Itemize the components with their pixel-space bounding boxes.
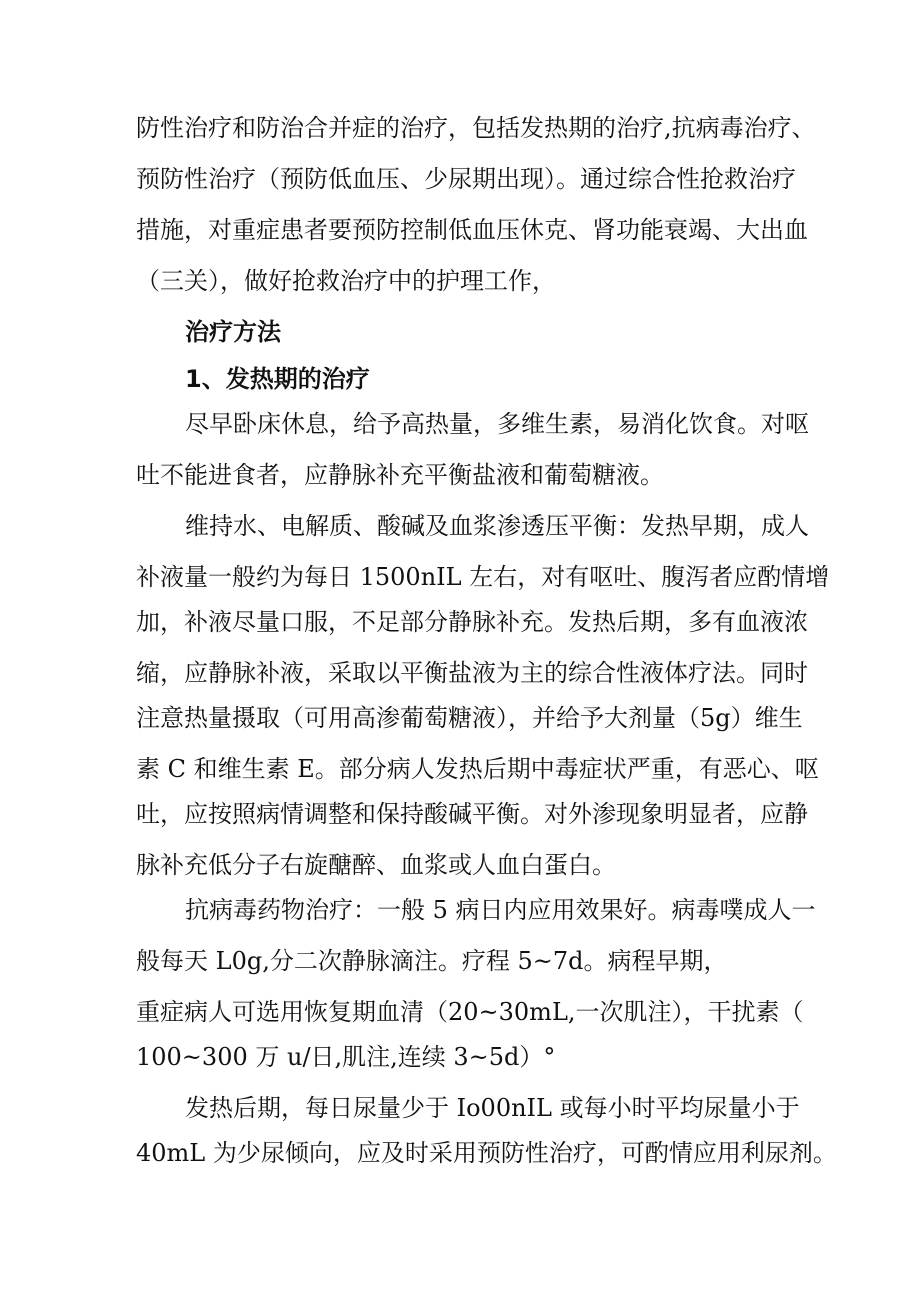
paragraph-line: 100~300 万 u/日,肌注,连续 3~5d）° bbox=[136, 1043, 556, 1071]
paragraph-line: 吐不能进食者，应静脉补充平衡盐液和葡萄糖液。 bbox=[136, 461, 664, 489]
paragraph-line: （三关），做好抢救治疗中的护理工作， bbox=[136, 267, 556, 295]
paragraph-line: 般每天 L0g,分二次静脉滴注。疗程 5~7d。病程早期， bbox=[136, 947, 728, 975]
paragraph-line: 发热后期，每日尿量少于 Io00nIL 或每小时平均尿量小于 bbox=[185, 1094, 800, 1122]
paragraph-line: 重症病人可选用恢复期血清（20~30mL,一次肌注），干扰素（ bbox=[136, 998, 804, 1026]
paragraph-line: 缩，应静脉补液，采取以平衡盐液为主的综合性液体疗法。同时 bbox=[136, 659, 808, 687]
paragraph-line: 40mL 为少尿倾向，应及时采用预防性治疗，可酌情应用利尿剂。 bbox=[136, 1139, 837, 1167]
paragraph-line: 注意热量摄取（可用高渗葡萄糖液），并给予大剂量（5g）维生 bbox=[136, 704, 803, 732]
paragraph-line: 吐，应按照病情调整和保持酸碱平衡。对外渗现象明显者，应静 bbox=[136, 800, 808, 828]
paragraph-line: 加，补液尽量口服，不足部分静脉补充。发热后期，多有血液浓 bbox=[136, 608, 808, 636]
paragraph-line: 脉补充低分子右旋醣醉、血浆或人血白蛋白。 bbox=[136, 851, 616, 879]
paragraph-line: 补液量一般约为每日 1500nIL 左右，对有呕吐、腹泻者应酌情增 bbox=[136, 563, 830, 591]
paragraph-line: 维持水、电解质、酸碱及血浆渗透压平衡：发热早期，成人 bbox=[185, 512, 809, 540]
paragraph-line: 尽早卧床休息，给予高热量，多维生素，易消化饮食。对呕 bbox=[185, 410, 809, 438]
paragraph-line: 防性治疗和防治合并症的治疗，包括发热期的治疗,抗病毒治疗、 bbox=[136, 114, 816, 142]
paragraph-line: 预防性治疗（预防低血压、少尿期出现）。通过综合性抢救治疗 bbox=[136, 165, 796, 193]
paragraph-line: 素 C 和维生素 E。部分病人发热后期中毒症状严重，有恶心、呕 bbox=[136, 755, 819, 783]
paragraph-line: 抗病毒药物治疗：一般 5 病日内应用效果好。病毒噗成人一 bbox=[185, 896, 816, 924]
paragraph-line: 措施，对重症患者要预防控制低血压休克、肾功能衰竭、大出血 bbox=[136, 216, 808, 244]
section-heading: 治疗方法 bbox=[185, 318, 281, 346]
subsection-heading: 1、发热期的治疗 bbox=[185, 365, 370, 393]
